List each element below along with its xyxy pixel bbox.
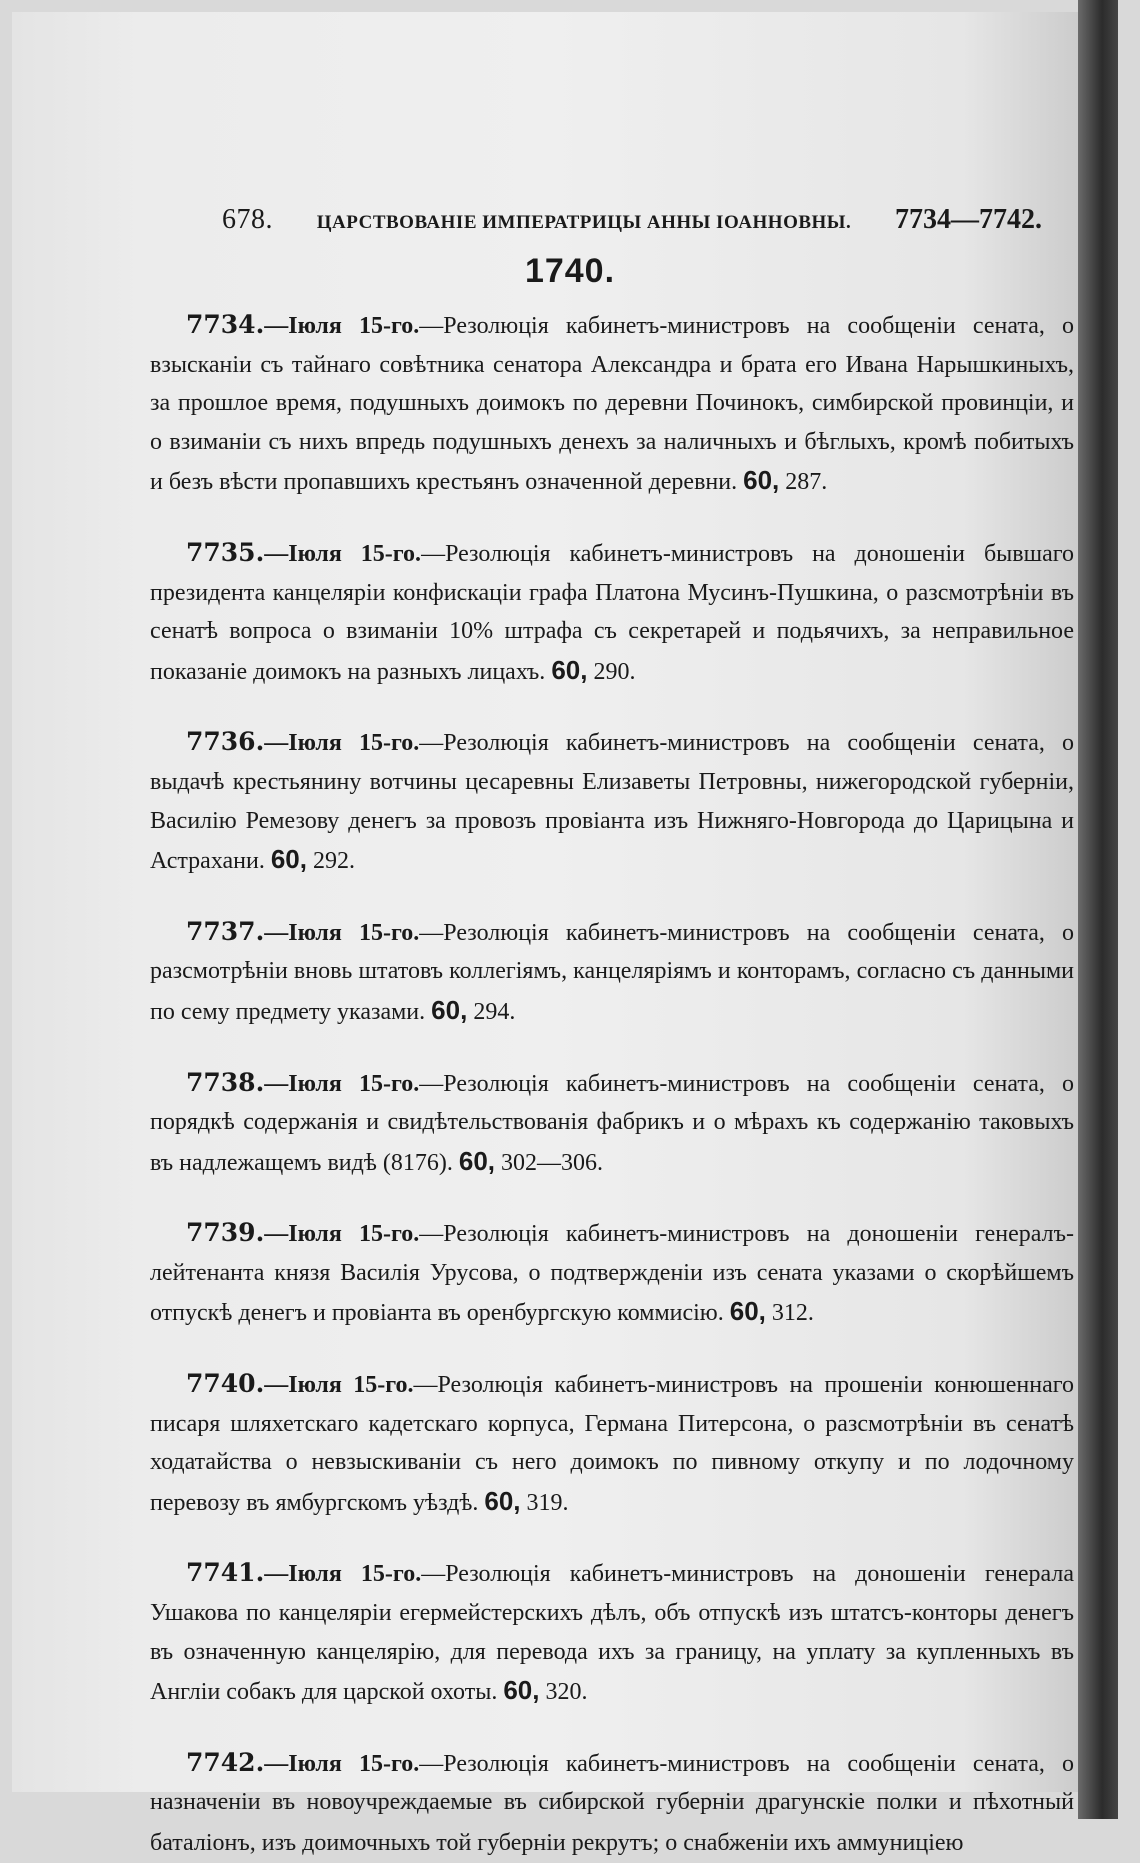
page-number: 678.: [222, 204, 273, 235]
entry-pages: 292.: [313, 848, 355, 875]
entry-7738: [150, 1064, 1074, 1183]
entry-number: 7740.: [186, 1369, 265, 1399]
entry-pages: 290.: [593, 658, 636, 685]
entry-7741: [150, 1554, 1074, 1711]
entry-7735: [150, 534, 1074, 691]
entry-list: [150, 306, 1074, 1863]
entry-7736: [150, 723, 1074, 880]
entry-text: —Резолюція кабинетъ-министровъ на доношеніи бывшаго президента канцеляріи конфискаціи графа Платона Мусинъ-Пушкина, о разсмотрѣніи въ сенатѣ вопроса о взиманіи 10% штрафа съ секретарей и подьячихъ, за неправильное показаніе доимокъ на разныхъ лицахъ.: [150, 540, 1075, 685]
entry-pages: 319.: [526, 1489, 569, 1516]
entry-7739: [150, 1214, 1074, 1333]
entry-text: —Резолюція кабинетъ-министровъ на сообщеніи сената, о порядкѣ содержанія и свидѣтельствованія фабрикъ и о мѣрахъ къ содержанію таковыхъ въ надлежащемъ видѣ (8176).: [150, 1070, 1075, 1176]
entry-volume: 60,: [458, 1145, 496, 1176]
entry-date: —Іюля 15-го.: [264, 540, 422, 567]
entry-text: —Резолюція кабинетъ-министровъ на доношеніи генерала Ушакова по канцеляріи егермейстерскихъ дѣлъ, объ отпускѣ изъ штатсъ-конторы денегъ въ означенную канцелярію, для перевода ихъ за границу, на уплату за купленныхъ въ Англіи собакъ для царской охоты.: [150, 1561, 1074, 1706]
entry-number: 7739.: [186, 1218, 265, 1248]
entry-volume: 60,: [484, 1485, 521, 1516]
entry-7737: [150, 913, 1074, 1032]
entry-volume: 60,: [743, 465, 780, 496]
entry-text: —Резолюція кабинетъ-министровъ на прошеніи конюшеннаго писаря шляхетскаго кадетскаго корпуса, Германа Питерсона, о разсмотрѣніи въ сенатѣ ходатайства о невзыскиваніи съ него доимокъ по пивному откупу и по лодочному перевозу въ ямбургскомъ уѣздѣ.: [150, 1372, 1074, 1516]
entry-volume: 60,: [503, 1675, 540, 1706]
entry-date: —Іюля 15-го.: [264, 919, 420, 946]
entry-number: 7738.: [186, 1067, 265, 1097]
entry-volume: 60,: [729, 1296, 766, 1327]
entry-number: 7736.: [186, 727, 265, 757]
entry-pages: 302—306.: [501, 1149, 604, 1176]
entry-text: —Резолюція кабинетъ-министровъ на сообщеніи сената, о разсмотрѣніи вновь штатовъ коллегіямъ, канцеляріямъ и конторамъ, согласно съ данными по сему предмету указами.: [150, 919, 1075, 1025]
entry-text: —Резолюція кабинетъ-министровъ на сообщеніи сената, о взысканіи съ тайнаго совѣтника сенатора Александра и брата его Ивана Нарышкиныхъ, за прошлое время, подушныхъ доимокъ по деревни Починокъ, симбирской провинціи, и о взиманіи съ нихъ впредь подушныхъ денехъ за наличныхъ и бѣглыхъ, кромѣ побитыхъ и безъ вѣсти пропавшихъ крестьянъ означенной деревни.: [150, 313, 1075, 496]
year-heading: 1740.: [524, 252, 616, 290]
entry-date: —Іюля 15-го.: [264, 1561, 422, 1588]
running-title: ЦАРСТВОВАНІЕ ИМПЕРАТРИЦЫ АННЫ ІОАННОВНЫ.: [316, 212, 852, 233]
entry-pages: 312.: [771, 1300, 814, 1327]
entry-text: —Резолюція кабинетъ-министровъ на сообщеніи сената, о назначеніи въ новоучреждаемые въ сибирской губерніи драгунскіе полки и пѣхотный баталіонъ, изъ доимочныхъ той губерніи рекрутъ; о снабженіи ихъ аммуниціею: [150, 1750, 1075, 1856]
entry-number: 7741.: [186, 1558, 265, 1588]
entry-number: 7737.: [186, 916, 265, 946]
entry-date: —Іюля 15-го.: [264, 1750, 420, 1777]
entry-date: —Іюля 15-го.: [264, 730, 420, 757]
entry-volume: 60,: [270, 844, 307, 875]
entry-pages: 287.: [785, 469, 828, 496]
entry-text: —Резолюція кабинетъ-министровъ на доношеніи генералъ-лейтенанта князя Василія Урусова, о подтвержденіи изъ сената указами о скорѣйшемъ отпускѣ денегъ и провіанта въ оренбургскую коммисію.: [150, 1221, 1074, 1327]
entry-7734: [150, 306, 1074, 502]
entry-date: —Іюля 15-го.: [264, 1372, 414, 1399]
entry-text: —Резолюція кабинетъ-министровъ на сообщеніи сената, о выдачѣ крестьянину вотчины цесаревны Елизаветы Петровны, нижегородской губерніи, Василію Ремезову денегъ за провозъ провіанта изъ Нижняго-Новгорода до Царицына и Астрахани.: [150, 730, 1075, 875]
entry-number: 7735.: [186, 537, 265, 567]
entry-volume: 60,: [431, 994, 468, 1025]
running-header: [222, 204, 1042, 236]
entry-pages: 294.: [473, 998, 516, 1025]
entry-number: 7742.: [186, 1747, 265, 1777]
entry-range: 7734—7742.: [894, 204, 1042, 235]
entry-pages: 320.: [545, 1679, 588, 1706]
entry-date: —Іюля 15-го.: [264, 1070, 420, 1097]
entry-date: —Іюля 15-го.: [264, 313, 420, 339]
entry-volume: 60,: [551, 654, 588, 685]
entry-7742: [150, 1744, 1074, 1863]
entry-7740: [150, 1365, 1074, 1522]
entry-date: —Іюля 15-го.: [264, 1221, 420, 1248]
entry-number: 7734.: [186, 310, 265, 339]
